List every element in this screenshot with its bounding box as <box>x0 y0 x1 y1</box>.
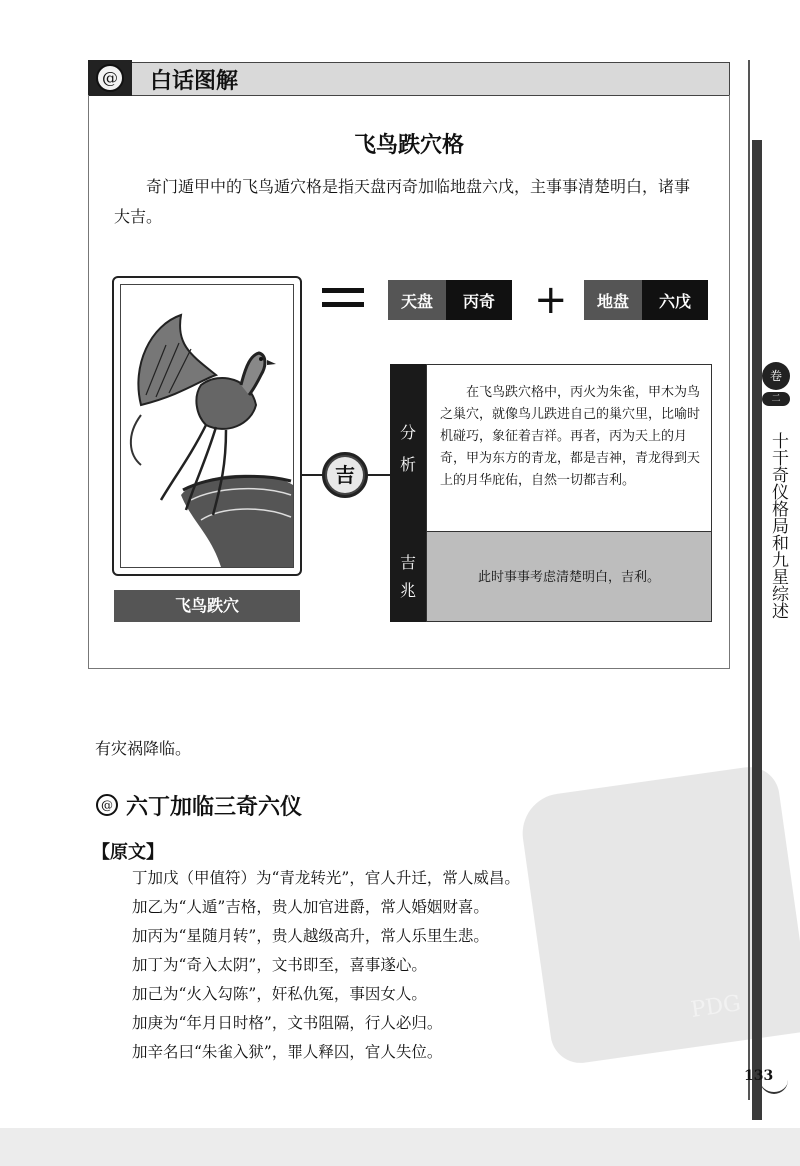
chapter-badge-number: 二 <box>762 392 790 406</box>
omen-text: 此时事事考虑清楚明白，吉利。 <box>477 570 660 585</box>
equals-sign <box>318 282 368 312</box>
swirl-emblem-icon: @ <box>96 64 124 92</box>
phoenix-caption: 飞鸟跌穴 <box>114 590 300 622</box>
analysis-side-label <box>390 364 426 532</box>
omen-label-char-1: 吉 <box>399 553 416 572</box>
tianpan-value: 丙奇 <box>446 280 512 320</box>
book-spine <box>752 140 762 1120</box>
classic-line: 丁加戊（甲值符）为“青龙转光”，官人升迁，常人威昌。 <box>132 869 520 887</box>
classic-line: 加乙为“人遁”吉格，贵人加官进爵，常人婚姻财喜。 <box>132 898 489 916</box>
original-text-tag: 【原文】 <box>92 842 164 863</box>
analysis-label-char-2: 析 <box>399 455 416 474</box>
page-number: 133 <box>744 1068 774 1084</box>
page-edge <box>748 60 750 1100</box>
analysis-label-char-1: 分 <box>399 423 416 442</box>
watermark-seal-text: PDG <box>689 991 743 1023</box>
classic-line: 加己为“火入勾陈”，奸私仇冤，事因女人。 <box>132 985 427 1003</box>
phoenix-card-inner <box>120 284 294 568</box>
figure-intro: 奇门遁甲中的飞鸟遁穴格是指天盘丙奇加临地盘六戊，主事事清楚明白，诸事大吉。 <box>114 177 691 226</box>
classic-line: 加丙为“星随月转”，贵人越级高升，常人乐里生悲。 <box>132 927 489 945</box>
omen-label-char-2: 兆 <box>399 581 416 600</box>
tianpan-pill <box>388 280 512 320</box>
dipan-pill <box>584 280 708 320</box>
analysis-text: 在飞鸟跌穴格中，丙火为朱雀，甲木为鸟之巢穴，就像鸟儿跌进自己的巢穴里，比喻时机碰巧，象征着吉祥。再者，丙为天上的月奇，甲为东方的青龙，都是吉神，青龙得到天上的月华庇佑，自然一切都吉利。 <box>440 385 701 488</box>
figure-heading: 飞鸟跌穴格 <box>353 133 464 158</box>
header-title: 白话图解 <box>150 69 239 94</box>
page-number-flourish <box>760 1078 788 1094</box>
dipan-label: 地盘 <box>584 280 642 320</box>
dipan-value: 六戊 <box>642 280 708 320</box>
scan-bottom-strip <box>0 1128 800 1166</box>
omen-side-label <box>390 532 426 622</box>
classic-line: 加庚为“年月日时格”，文书阻隔，行人必归。 <box>132 1014 443 1032</box>
chapter-badge: 卷 <box>762 362 790 390</box>
phoenix-illustration <box>121 285 293 567</box>
ji-symbol: 吉 <box>327 457 363 493</box>
classic-line: 加丁为“奇入太阴”，文书即至，喜事遂心。 <box>132 956 427 974</box>
plus-sign: + <box>534 277 568 323</box>
chapter-title: 十干奇仪格局和九星综述 <box>768 432 788 619</box>
swirl-bullet-icon: @ <box>96 794 118 816</box>
tianpan-label: 天盘 <box>388 280 446 320</box>
classic-text-block <box>132 864 612 1067</box>
classic-line: 加辛名曰“朱雀入狱”，罪人释囚，官人失位。 <box>132 1043 443 1061</box>
continuation-text: 有灾祸降临。 <box>95 739 192 758</box>
section-title: 六丁加临三奇六仪 <box>126 795 303 820</box>
